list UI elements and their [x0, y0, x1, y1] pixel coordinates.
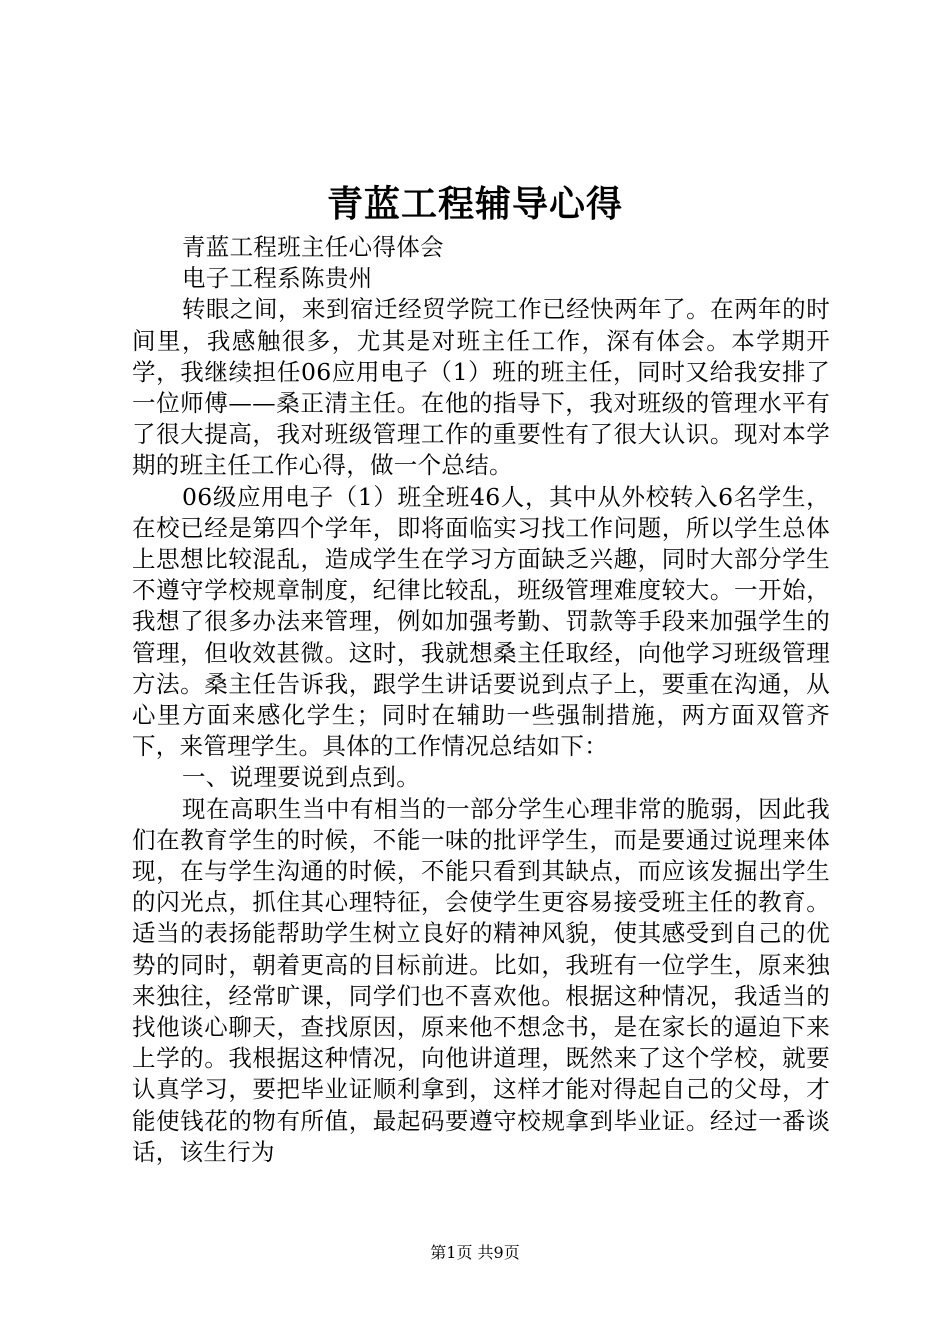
author-paragraph: 电子工程系陈贵州	[182, 264, 373, 293]
document-title: 青蓝工程辅导心得	[326, 183, 623, 225]
subtitle-paragraph: 青蓝工程班主任心得体会	[182, 233, 444, 261]
body-paragraph: 转眼之间，来到宿迁经贸学院工作已经快两年了。在两年的时间里，我感触很多，尤其是对班主任工作，深有体会。本学期开学，我继续担任06应用电子（1）班的班主任，同时又给我安排了一位师傅——桑正清主任。在他的指导下，我对班级的管理水平有了很大提高，我对班级管理工作的重要性有了很大认识。现对本学期的班主任工作心得，做一个总结。	[132, 295, 830, 480]
body-paragraph: 现在高职生当中有相当的一部分学生心理非常的脆弱，因此我们在教育学生的时候，不能一味的批评学生，而是要通过说理来体现，在与学生沟通的时候，不能只看到其缺点，而应该发掘出学生的闪光点，抓住其心理特征，会使学生更容易接受班主任的教育。适当的表扬能帮助学生树立良好的精神风貌，使其感受到自己的优势的同时，朝着更高的目标前进。比如，我班有一位学生，原来独来独往，经常旷课，同学们也不喜欢他。根据这种情况，我适当的找他谈心聊天，查找原因，原来他不想念书，是在家长的逼迫下来上学的。我根据这种情况，向他讲道理，既然来了这个学校，就要认真学习，要把毕业证顺利拿到，这样才能对得起自己的父母，才能使钱花的物有所值，最起码要遵守校规拿到毕业证。经过一番谈话，该生行为	[132, 794, 830, 1166]
page-footer: 第1页 共9页	[430, 1243, 520, 1262]
document-body	[132, 232, 830, 1168]
section-heading: 一、说理要说到点到。	[182, 763, 420, 792]
body-paragraph: 06级应用电子（1）班全班46人，其中从外校转入6名学生，在校已经是第四个学年，即将面临实习找工作问题，所以学生总体上思想比较混乱，造成学生在学习方面缺乏兴趣，同时大部分学生不遵守学校规章制度，纪律比较乱，班级管理难度较大。一开始，我想了很多办法来管理，例如加强考勤、罚款等手段来加强学生的管理，但收效甚微。这时，我就想桑主任取经，向他学习班级管理方法。桑主任告诉我，跟学生讲话要说到点子上，要重在沟通，从心里方面来感化学生；同时在辅助一些强制措施，两方面双管齐下，来管理学生。具体的工作情况总结如下：	[132, 482, 830, 761]
